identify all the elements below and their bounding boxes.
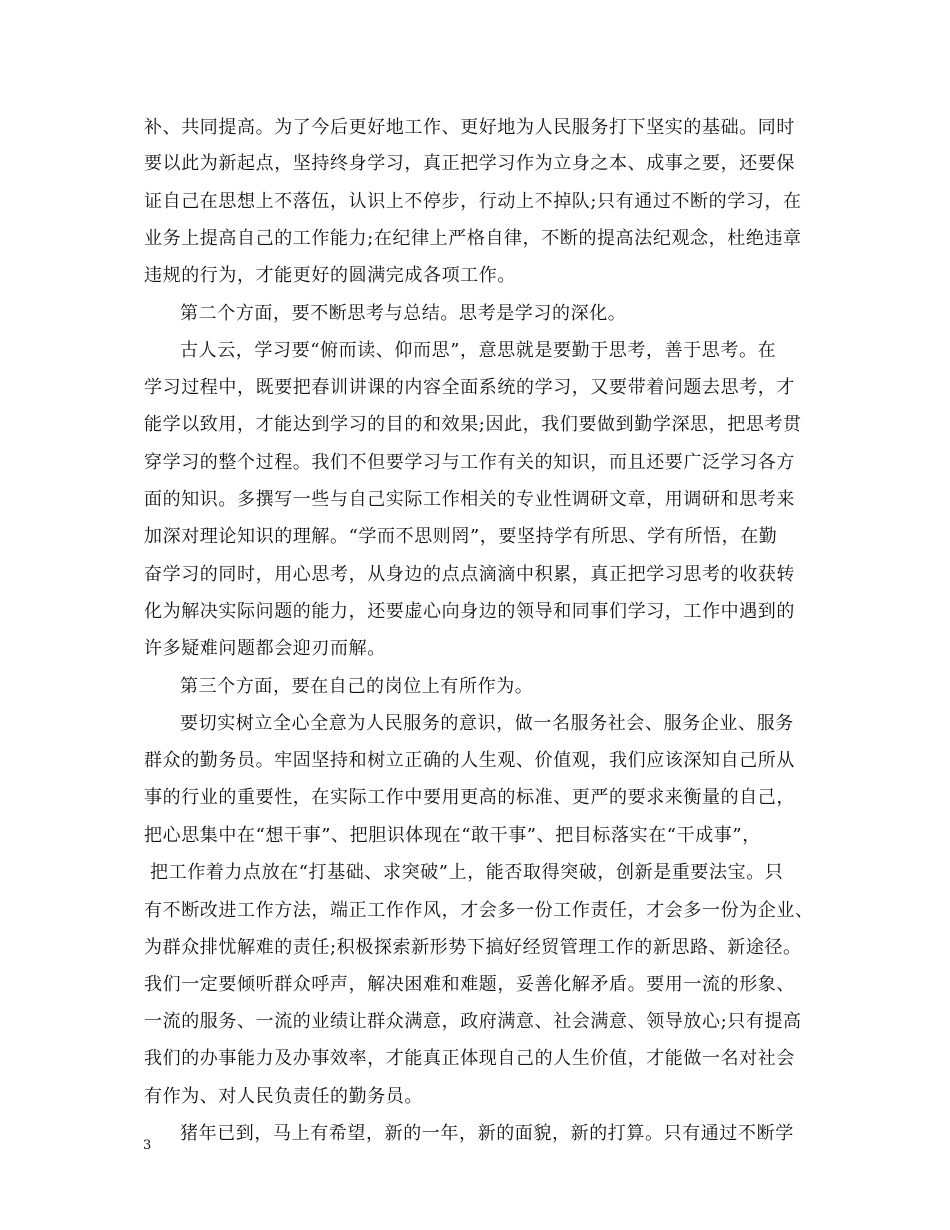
text-line: 违规的行为，才能更好的圆满完成各项工作。 xyxy=(144,265,516,286)
text-line: 证自己在思想上不落伍，认识上不停步，行动上不掉队;只有通过不断的学习，在 xyxy=(144,191,802,212)
text-line: 群众的勤务员。牢固坚持和树立正确的人生观、价值观，我们应该深知自己所从 xyxy=(144,750,795,771)
page-number: 3 xyxy=(143,1138,152,1153)
text-line: 奋学习的同时，用心思考，从身边的点点滴滴中积累，真正把学习思考的收获转 xyxy=(144,564,795,585)
text-line: 一流的服务、一流的业绩让群众满意，政府满意、社会满意、领导放心;只有提高 xyxy=(144,1011,802,1032)
text-line: 要以此为新起点，坚持终身学习，真正把学习作为立身之本、成事之要，还要保 xyxy=(144,153,795,174)
text-line: 补、共同提高。为了今后更好地工作、更好地为人民服务打下坚实的基础。同时 xyxy=(144,117,795,138)
section-heading: 第三个方面，要在自己的岗位上有所作为。 xyxy=(180,676,534,697)
text-line: 为群众排忧解难的责任;积极探索新形势下搞好经贸管理工作的新思路、新途径。 xyxy=(144,937,802,958)
text-line: 加深对理论知识的理解。“学而不思则罔”，要坚持学有所思、学有所悟，在勤 xyxy=(144,526,778,547)
text-line: 学习过程中，既要把春训讲课的内容全面系统的学习，又要带着问题去思考，才 xyxy=(144,377,795,398)
text-line: 业务上提高自己的工作能力;在纪律上严格自律，不断的提高法纪观念，杜绝违章 xyxy=(144,228,802,249)
text-line: 事的行业的重要性，在实际工作中要用更高的标准、更严的要求来衡量的自己， xyxy=(144,787,795,808)
text-line: 化为解决实际问题的能力，还要虚心向身边的领导和同事们学习，工作中遇到的 xyxy=(144,601,795,622)
text-line: 把心思集中在“想干事”、把胆识体现在“敢干事”、把目标落实在“干成事”， xyxy=(144,825,761,846)
text-line: 穿学习的整个过程。我们不但要学习与工作有关的知识，而且还要广泛学习各方 xyxy=(144,452,795,473)
text-line: 我们的办事能力及办事效率，才能真正体现自己的人生价值，才能做一名对社会 xyxy=(144,1048,795,1069)
paragraph-start: 古人云，学习要“俯而读、仰而思”，意思就是要勤于思考，善于思考。在 xyxy=(180,340,777,361)
text-line: 把工作着力点放在“打基础、求突破”上，能否取得突破，创新是重要法宝。只 xyxy=(150,862,784,883)
text-line: 能学以致用，才能达到学习的目的和效果;因此，我们要做到勤学深思，把思考贯 xyxy=(144,414,802,435)
text-line: 许多疑难问题都会迎刃而解。 xyxy=(144,638,386,659)
section-heading: 第二个方面，要不断思考与总结。思考是学习的深化。 xyxy=(180,303,627,324)
text-line: 面的知识。多撰写一些与自己实际工作相关的专业性调研文章，用调研和思考来 xyxy=(144,489,795,510)
paragraph-start: 猪年已到，马上有希望，新的一年，新的面貌，新的打算。只有通过不断学 xyxy=(180,1123,794,1144)
text-line: 有不断改进工作方法，端正工作作风，才会多一份工作责任，才会多一份为企业、 xyxy=(144,900,814,921)
paragraph-start: 要切实树立全心全意为人民服务的意识，做一名服务社会、服务企业、服务 xyxy=(180,713,794,734)
text-line: 我们一定要倾听群众呼声，解决困难和难题，妥善化解矛盾。要用一流的形象、 xyxy=(144,974,795,995)
text-line: 有作为、对人民负责任的勤务员。 xyxy=(144,1086,423,1107)
